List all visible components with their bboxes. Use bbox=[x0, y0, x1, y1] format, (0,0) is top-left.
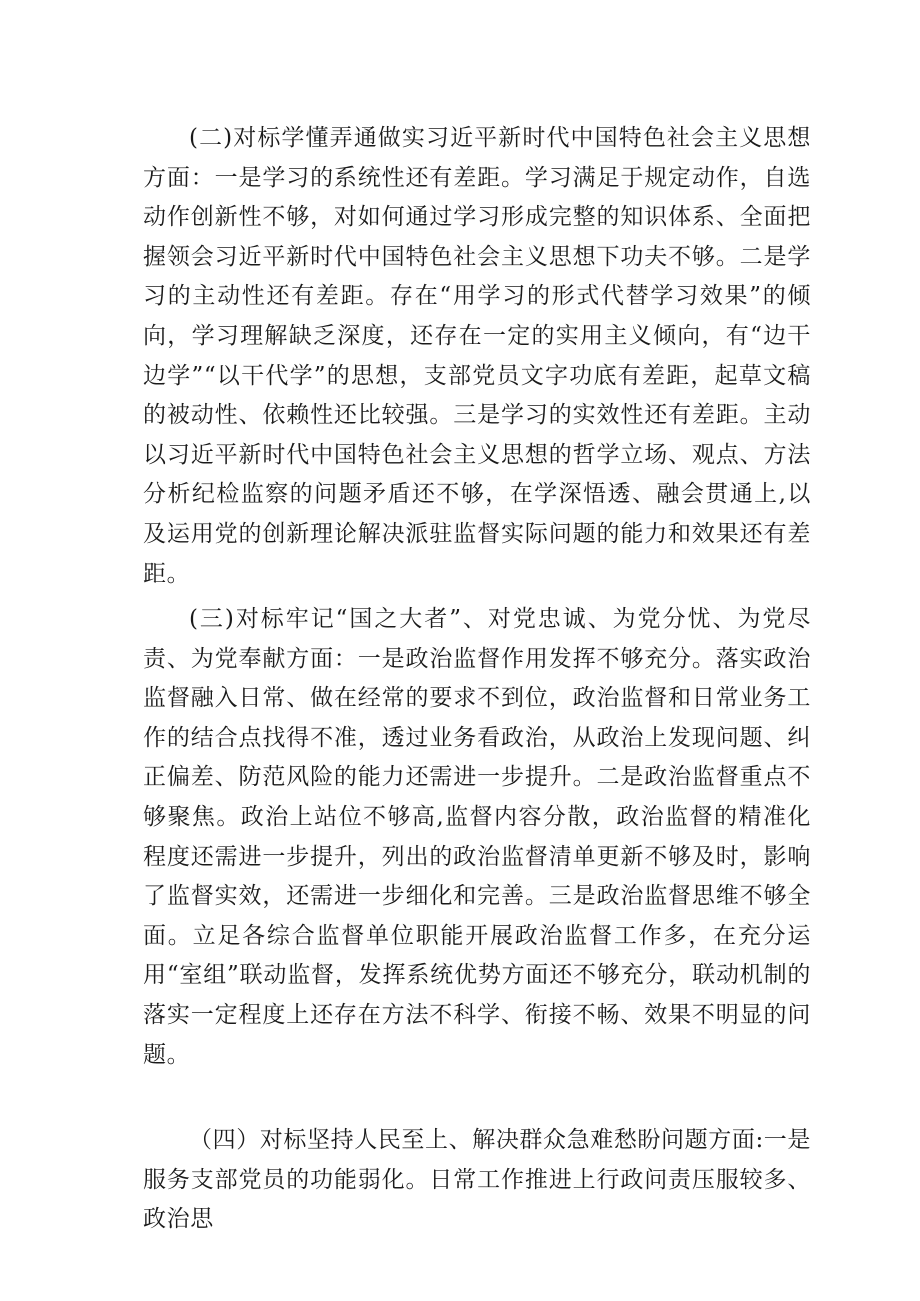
paragraph-section-2: (二)对标学懂弄通做实习近平新时代中国特色社会主义思想方面：一是学习的系统性还有差距。学习满足于规定动作，自选动作创新性不够，对如何通过学习形成完整的知识体系、全面把握领会习近平新时代中国特色社会主义思想下功夫不够。二是学习的主动性还有差距。存在“用学习的形式代替学习效果”的倾向，学习理解缺乏深度，还存在一定的实用主义倾向，有“边干边学”“以干代学”的思想，支部党员文字功底有差距，起草文稿的被动性、依赖性还比较强。三是学习的实效性还有差距。主动以习近平新时代中国特色社会主义思想的哲学立场、观点、方法分析纪检监察的问题矛盾还不够，在学深悟透、融会贯通上,以及运用党的创新理论解决派驻监督实际问题的能力和效果还有差距。 bbox=[143, 125, 811, 587]
paragraph-section-3: (三)对标牢记“国之大者”、对党忠诚、为党分忧、为党尽责、为党奉献方面：一是政治监督作用发挥不够充分。落实政治监督融入日常、做在经常的要求不到位，政治监督和日常业务工作的结合点找得不准，透过业务看政治，从政治上发现问题、纠正偏差、防范风险的能力还需进一步提升。二是政治监督重点不够聚焦。政治上站位不够高,监督内容分散，政治监督的精准化程度还需进一步提升，列出的政治监督清单更新不够及时，影响了监督实效，还需进一步细化和完善。三是政治监督思维不够全面。立足各综合监督单位职能开展政治监督工作多，在充分运用“室组”联动监督，发挥系统优势方面还不够充分，联动机制的落实一定程度上还存在方法不科学、衔接不畅、效果不明显的问题。 bbox=[143, 606, 811, 1068]
paragraph-section-4: （四）对标坚持人民至上、解决群众急难愁盼问题方面:一是服务支部党员的功能弱化。日常工作推进上行政问责压服较多、政治思 bbox=[143, 1127, 811, 1233]
